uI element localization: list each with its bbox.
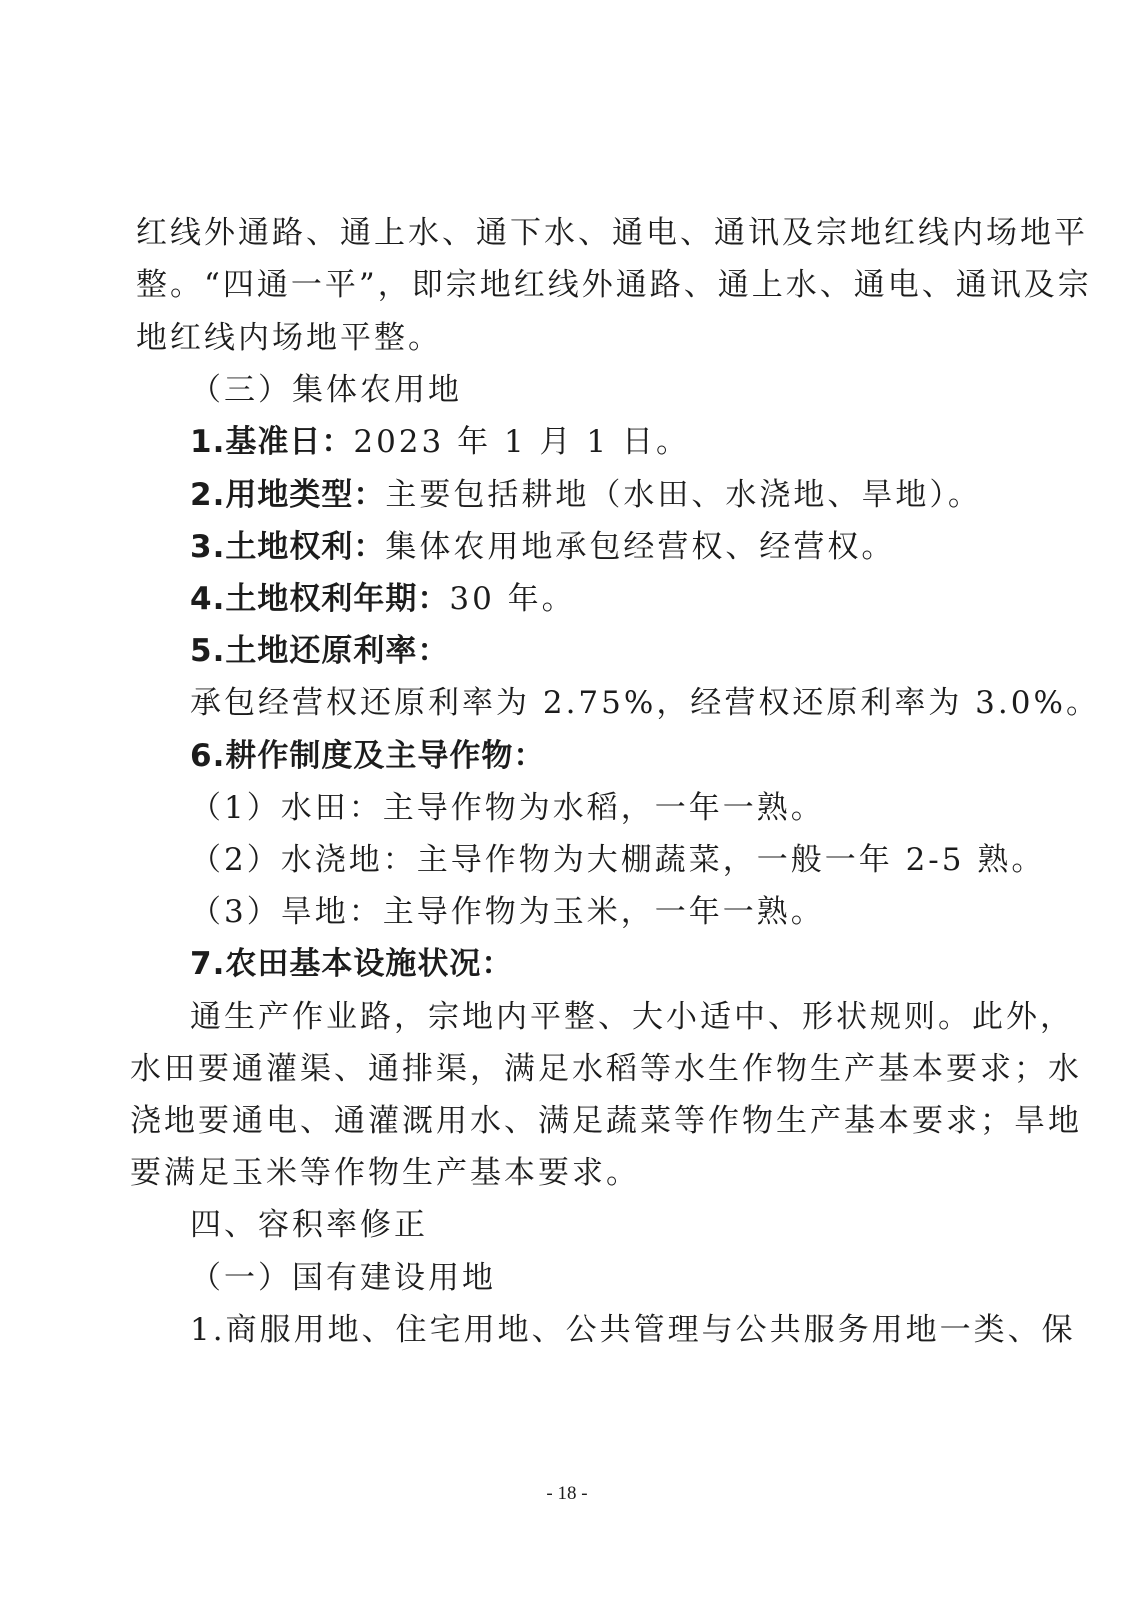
- item-5-text: 承包经营权还原利率为 2.75%，经营权还原利率为 3.0%。: [190, 685, 1100, 721]
- item-4-label: 4.土地权利年期：: [190, 581, 450, 617]
- item-6-label: 6.耕作制度及主导作物：: [190, 738, 546, 774]
- paragraph-line-5: 水田要通灌渠、通排渠，满足水稻等水生作物生产基本要求；水: [130, 1051, 1082, 1087]
- item-7: [190, 944, 513, 984]
- item-7-label: 7.农田基本设施状况：: [190, 946, 514, 982]
- paragraph-line-6: 浇地要通电、通灌溉用水、满足蔬菜等作物生产基本要求；旱地: [130, 1103, 1082, 1139]
- paragraph-line-2: 整。“四通一平”，即宗地红线外通路、通上水、通电、通讯及宗: [136, 267, 1092, 303]
- item-3-label: 3.土地权利：: [190, 529, 386, 565]
- section-heading-collective-farmland: （三）集体农用地: [190, 372, 462, 408]
- item-1-label: 1.基准日：: [190, 424, 354, 460]
- item-5: [190, 631, 449, 671]
- item-6-sub-1: （1）水田：主导作物为水稻，一年一熟。: [190, 790, 825, 826]
- item-6-sub-3: （3）旱地：主导作物为玉米，一年一熟。: [190, 894, 825, 930]
- paragraph-line-4: 通生产作业路，宗地内平整、大小适中、形状规则。此外，: [190, 999, 1074, 1035]
- paragraph-line-7: 要满足玉米等作物生产基本要求。: [130, 1155, 640, 1191]
- item-2-text: 主要包括耕地（水田、水浇地、旱地）。: [385, 477, 982, 513]
- paragraph-line-1: 红线外通路、通上水、通下水、通电、通讯及宗地红线内场地平: [136, 215, 1088, 251]
- section-heading-plot-ratio: 四、容积率修正: [190, 1207, 428, 1243]
- item-2-label: 2.用地类型：: [190, 477, 386, 513]
- item-1-text: 2023 年 1 月 1 日。: [353, 424, 690, 460]
- item-4: [190, 579, 576, 619]
- item-6: [190, 736, 545, 776]
- item-5-label: 5.土地还原利率：: [190, 633, 450, 669]
- item-1: [190, 422, 690, 462]
- item-4-text: 30 年。: [449, 581, 576, 617]
- paragraph-line-3: 地红线内场地平整。: [136, 320, 442, 356]
- paragraph-line-8: 1.商服用地、住宅用地、公共管理与公共服务用地一类、保: [190, 1312, 1076, 1348]
- item-2: [190, 475, 982, 515]
- subsection-heading-state-owned: （一）国有建设用地: [190, 1260, 496, 1296]
- item-6-sub-2: （2）水浇地：主导作物为大棚蔬菜，一般一年 2-5 熟。: [190, 842, 1046, 878]
- page-number: - 18 -: [546, 1483, 588, 1504]
- item-3: [190, 527, 895, 567]
- item-3-text: 集体农用地承包经营权、经营权。: [385, 529, 896, 565]
